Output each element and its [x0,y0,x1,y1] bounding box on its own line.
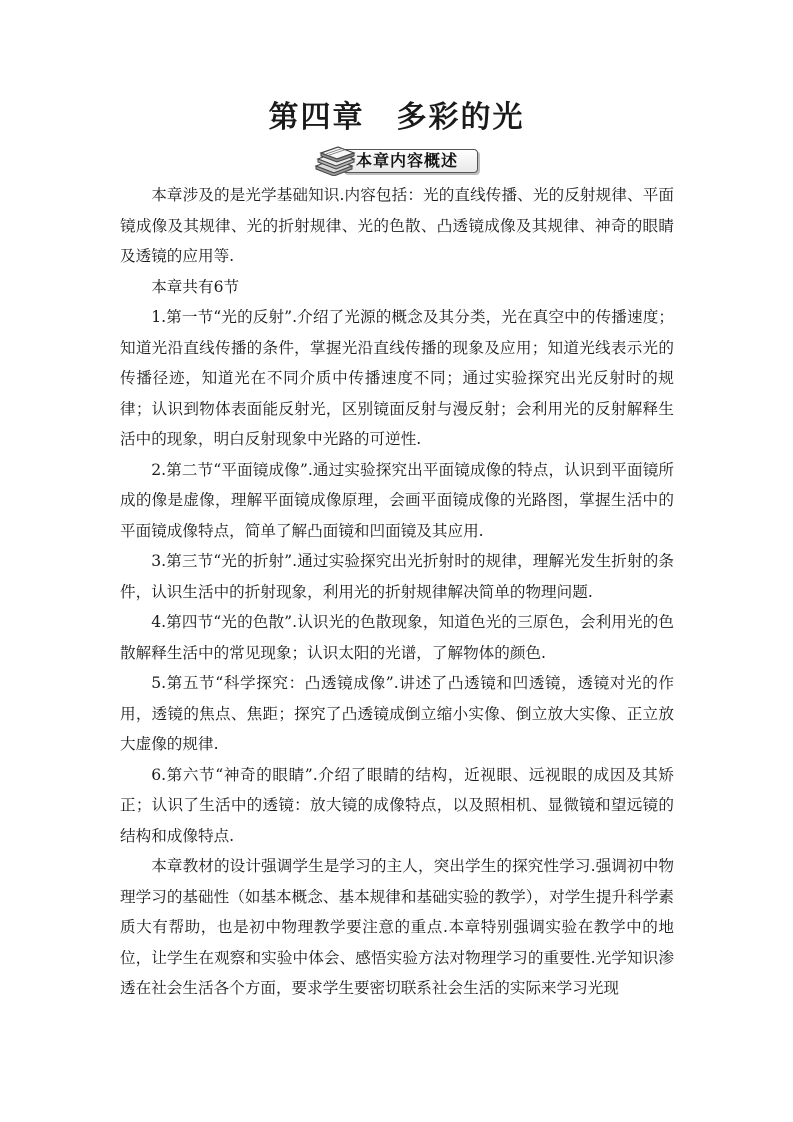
paragraph-section-6: 6.第六节“神奇的眼睛”.介绍了眼睛的结构，近视眼、远视眼的成因及其矫正；认识了生活中的透镜：放大镜的成像特点，以及照相机、显微镜和望远镜的结构和成像特点. [120,765,674,845]
paragraph-section-4: 4.第四节“光的色散”.认识光的色散现象，知道色光的三原色，会利用光的色散解释生活中的常见现象；认识太阳的光谱，了解物体的颜色. [120,613,674,662]
paragraph-design-notes: 本章教材的设计强调学生是学习的主人，突出学生的探究性学习.强调初中物理学习的基础性（如基本概念、基本规律和基础实验的教学），对学生提升科学素质大有帮助，也是初中物理教学要注意的重点.本章特别强调实验在教学中的地位，让学生在观察和实验中体会、感悟实验方法对物理学习的重要性.光学知识渗透在社会生活各个方面，要求学生要密切联系社会生活的实际来学习光现 [120,857,674,997]
chapter-overview-text [120,180,674,1004]
paragraph-section-5: 5.第五节“科学探究：凸透镜成像”.讲述了凸透镜和凹透镜，透镜对光的作用，透镜的焦点、焦距；探究了凸透镜成倒立缩小实像、倒立放大实像、正立放大虚像的规律. [120,674,674,753]
paragraph-section-1: 1.第一节“光的反射”.介绍了光源的概念及其分类，光在真空中的传播速度；知道光沿直线传播的条件，掌握光沿直线传播的现象及应用；知道光线表示光的传播径迹，知道光在不同介质中传播速度不同；通过实验探究出光反射时的规律；认识到物体表面能反射光，区别镜面反射与漫反射；会利用光的反射解释生活中的现象，明白反射现象中光路的可逆性. [120,308,674,448]
paragraph-section-2: 2.第二节“平面镜成像”.通过实验探究出平面镜成像的特点，认识到平面镜所成的像是虚像，理解平面镜成像原理，会画平面镜成像的光路图，掌握生活中的平面镜成像特点，简单了解凸面镜和凹面镜及其应用. [120,460,674,540]
chapter-title: 第四章 多彩的光 [268,100,525,135]
section-badge-label: 本章内容概述 [356,151,459,170]
paragraph-section-count: 本章共有6节 [151,277,240,296]
paragraph-section-3: 3.第三节“光的折射”.通过实验探究出光折射时的规律，理解光发生折射的条件，认识生活中的折射现象，利用光的折射规律解决简单的物理问题. [120,552,674,601]
paragraph-intro: 本章涉及的是光学基础知识.内容包括：光的直线传播、光的反射规律、平面镜成像及其规律、光的折射规律、光的色散、凸透镜成像及其规律、神奇的眼睛及透镜的应用等. [120,186,674,265]
book-stack-icon [312,146,360,176]
section-badge [312,146,480,176]
